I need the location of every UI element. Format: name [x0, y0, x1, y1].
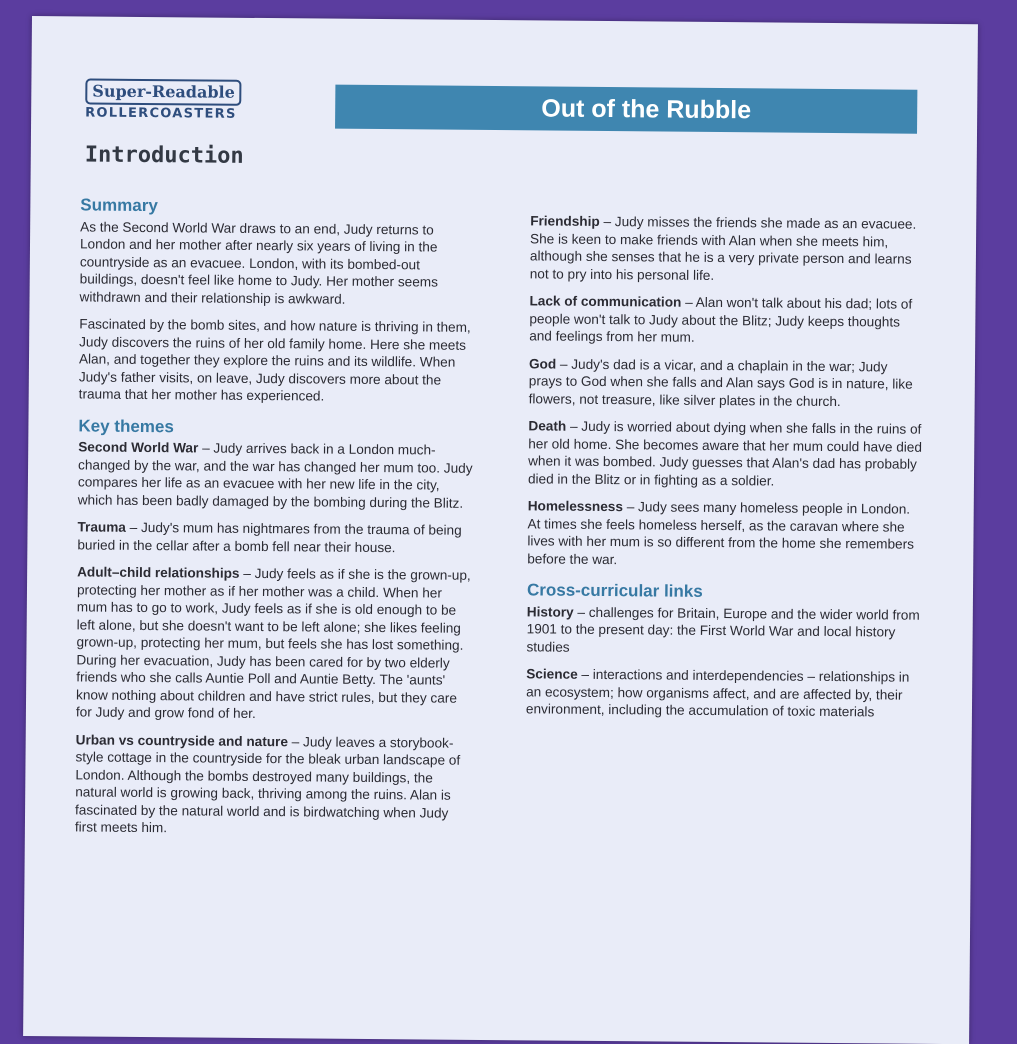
document-page	[23, 16, 978, 1044]
theme-text: – Judy sees many homeless people in London. At times she feels homeless herself, as the caravan where she lives with her mum is so different from the home she remembers before the war.	[527, 499, 915, 567]
left-column	[75, 196, 476, 849]
theme-item	[77, 518, 472, 556]
theme-item	[78, 438, 474, 511]
theme-text: – Judy's dad is a vicar, and a chaplain in the war; Judy prays to God when she falls and Alan says God is in nature, like flowers, not treasure, like silver plates in the church.	[528, 356, 913, 409]
title-banner: Out of the Rubble	[335, 85, 917, 134]
summary-heading: Summary	[80, 195, 158, 216]
publisher-logo	[85, 78, 285, 122]
theme-text: – Judy arrives back in a London much-changed by the war, and the war has changed her mum too. Judy compares her life as an evacuee with her new life in the city, which has been badly damaged by the bombing during the Blitz.	[77, 440, 473, 511]
key-themes-heading: Key themes	[78, 415, 174, 436]
theme-term: God	[528, 355, 557, 372]
link-term: History	[526, 603, 574, 620]
theme-text: – Judy misses the friends she made as an evacuee. She is keen to make friends with Alan when she meets him, although she senses that he is a very private person and learns not to pry into his personal life.	[529, 213, 917, 283]
summary-paragraph: As the Second World War draws to an end, Judy returns to London and her mother after nearly six years of living in the countryside as an evacuee. London, with its bombed-out buildings, doesn't feel like home to Judy. Her mother seems withdrawn and their relationship is awkward.	[79, 218, 438, 307]
theme-term: Trauma	[77, 519, 126, 535]
theme-item	[529, 292, 924, 348]
summary-paragraph: Fascinated by the bomb sites, and how nature is thriving in them, Judy discovers the ruins of her old family home. Here she meets Alan, and together they explore the ruins and its wildlife. When Judy's father visits, on leave, Judy discovers more about the trauma that her mother has experienced.	[78, 316, 471, 404]
theme-term: Friendship	[530, 213, 600, 229]
theme-text: – Judy's mum has nightmares from the trauma of being buried in the cellar after a bomb fell near their house.	[77, 519, 462, 555]
theme-item	[528, 417, 924, 490]
link-text: – interactions and interdependencies – relationships in an ecosystem; how organisms affect, and are affected by, their environment, including the accumulation of toxic materials	[525, 666, 910, 720]
right-column	[526, 212, 925, 731]
link-term: Science	[526, 666, 578, 682]
link-item	[526, 665, 921, 721]
theme-term: Lack of communication	[529, 293, 682, 310]
theme-text: – Judy is worried about dying when she falls in the ruins of her old home. She becomes aware that her mum could have died when it was bombed. Judy guesses that Alan's dad has probably died in the Blitz or in fighting as a soldier.	[527, 418, 923, 488]
logo-wordmark: Super-Readable	[85, 78, 242, 105]
theme-text: – Judy feels as if she is the grown-up, protecting her mother as if her mother was a child. When her mum has to go to work, Judy feels as if she is old enough to be left alone, but she doesn't want to be left alone; she likes feeling grown-up, protecting her mum, but feels she has lost something. During her evacuation, Judy has been cared for by two elderly friends who she calls Auntie Poll and Auntie Betty. The 'aunts' know nothing about children and have strict rules, but they care for Judy and grow fond of her.	[75, 565, 471, 721]
theme-item	[530, 212, 926, 285]
theme-term: Second World War	[78, 439, 199, 456]
theme-term: Urban vs countryside and nature	[75, 731, 289, 749]
link-item	[526, 603, 921, 659]
logo-series-name: ROLLERCOASTERS	[85, 105, 237, 122]
theme-term: Adult–child relationships	[77, 564, 240, 581]
cross-curricular-heading: Cross-curricular links	[526, 580, 703, 601]
link-text: – challenges for Britain, Europe and the wider world from 1901 to the present day: the First World War and local history studies	[526, 604, 920, 655]
theme-text: – Alan won't talk about his dad; lots of people won't talk to Judy about the Blitz; Judy keeps thoughts and feelings from her mum.	[529, 294, 913, 345]
section-title: Introduction	[84, 142, 244, 169]
theme-item	[75, 731, 471, 839]
theme-text: – Judy leaves a storybook-style cottage in the countryside for the bleak urban landscape of London. Although the bombs destroyed many buildings, the natural world is growing back, thriving among the ruins. Alan is fascinated by the natural world and is birdwatching when Judy first meets him.	[74, 733, 461, 836]
theme-term: Death	[528, 418, 567, 434]
theme-item	[76, 563, 472, 724]
theme-item	[529, 355, 924, 411]
theme-item	[527, 497, 923, 570]
theme-term: Homelessness	[527, 498, 624, 515]
